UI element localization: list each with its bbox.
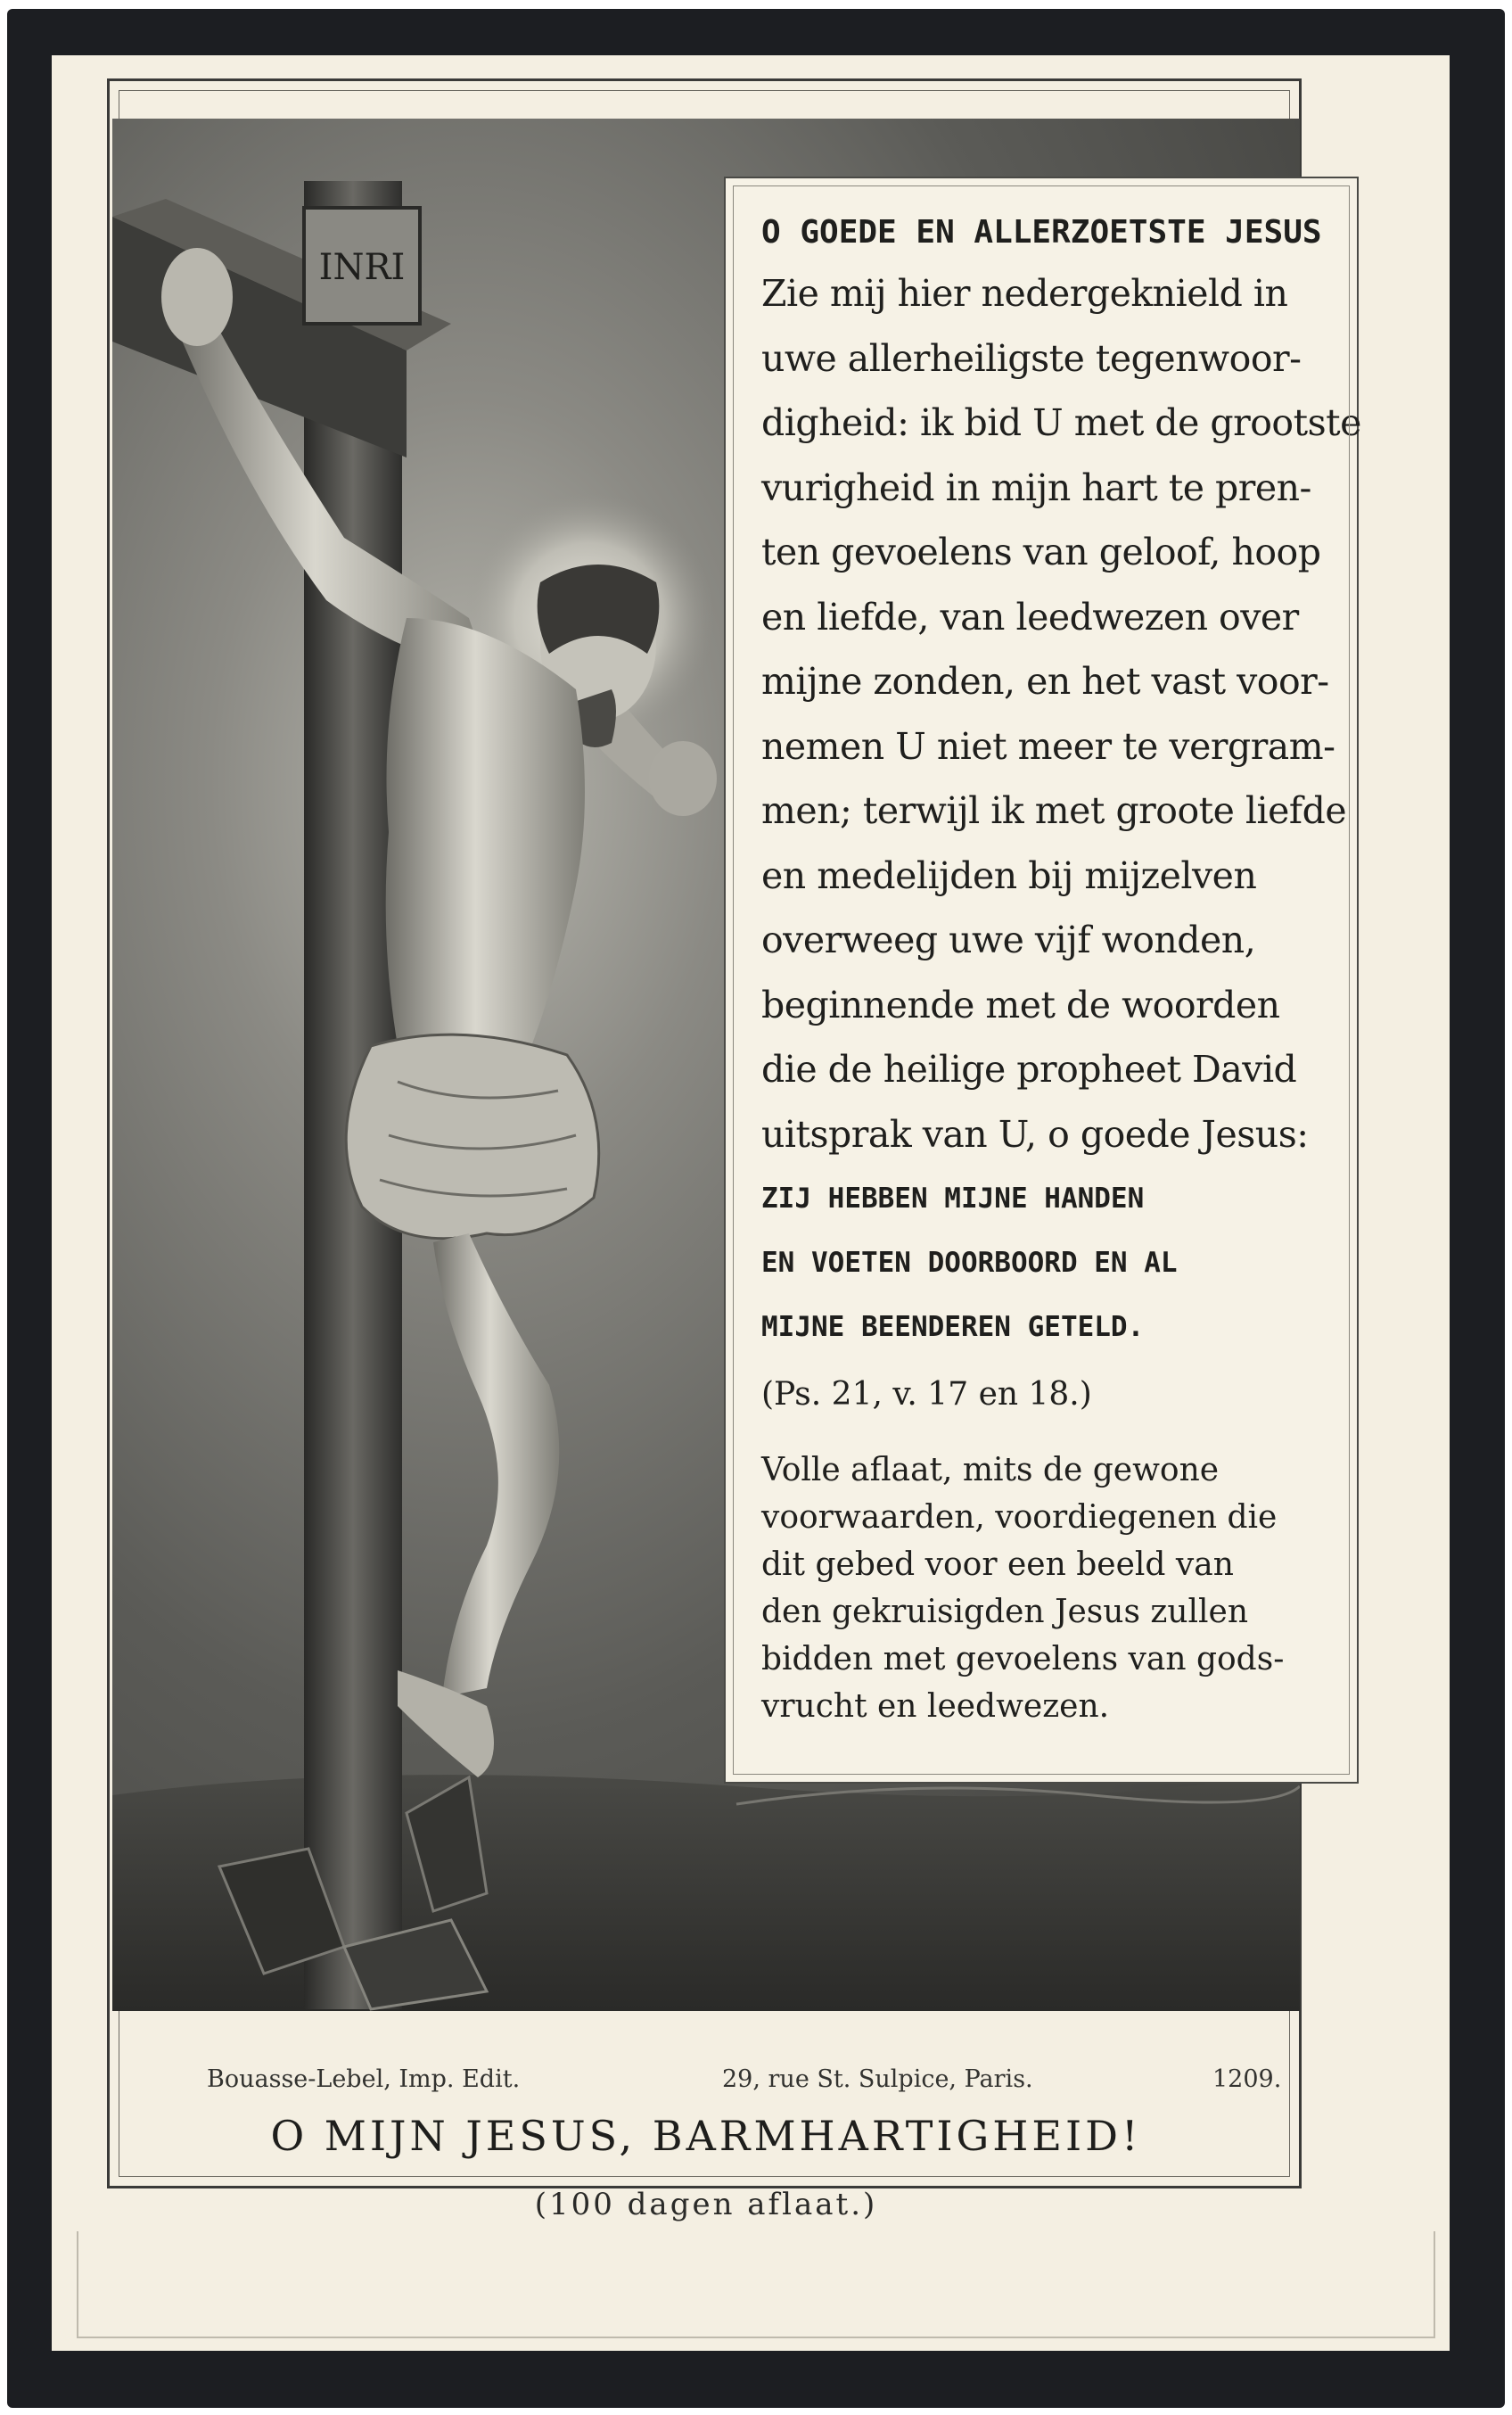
indulgence-days-note: (100 dagen aflaat.)	[534, 2187, 878, 2222]
indulgence-line: dit gebed voor een beeld van	[761, 1546, 1234, 1583]
prayer-line: die de heilige propheet David	[761, 1048, 1297, 1091]
indulgence-line: den gekruisigden Jesus zullen	[761, 1594, 1249, 1630]
scripture-quote-line: ZIJ HEBBEN MIJNE HANDEN	[761, 1183, 1145, 1215]
prayer-line: uwe allerheiligste tegenwoor-	[761, 336, 1302, 380]
prayer-line: mijne zonden, en het vast voor-	[761, 660, 1329, 703]
titulus-inri: INRI	[318, 247, 406, 288]
left-hand	[161, 248, 233, 346]
torso	[386, 618, 585, 1046]
invocation-heading: O MIJN JESUS, BARMHARTIGHEID!	[270, 2112, 1142, 2160]
prayer-panel	[724, 177, 1359, 1784]
right-hand	[649, 741, 717, 816]
imprint-address: 29, rue St. Sulpice, Paris.	[722, 2065, 1033, 2093]
prayer-line: nemen U niet meer te vergram-	[761, 724, 1335, 768]
prayer-line: digheid: ik bid U met de grootste	[761, 401, 1361, 444]
prayer-title: O GOEDE EN ALLERZOETSTE JESUS	[761, 214, 1322, 251]
imprint-number: 1209.	[1212, 2065, 1282, 2093]
indulgence-line: bidden met gevoelens van gods-	[761, 1641, 1285, 1677]
prayer-line: uitsprak van U, o goede Jesus:	[761, 1112, 1309, 1156]
indulgence-line: Volle aflaat, mits de gewone	[761, 1452, 1220, 1488]
imprint-publisher: Bouasse-Lebel, Imp. Edit.	[207, 2065, 521, 2093]
prayer-line: vurigheid in mijn hart te pren-	[761, 466, 1311, 509]
prayer-line: ten gevoelens van geloof, hoop	[761, 531, 1321, 573]
prayer-line: overweeg uwe vijf wonden,	[761, 919, 1256, 961]
prayer-line: en medelijden bij mijzelven	[761, 853, 1257, 897]
prayer-line: beginnende met de woorden	[761, 983, 1280, 1026]
prayer-line: Zie mij hier nedergeknield in	[761, 272, 1288, 315]
prayer-line: en liefde, van leedwezen over	[761, 595, 1299, 639]
psalm-reference: (Ps. 21, v. 17 en 18.)	[761, 1376, 1092, 1413]
scripture-quote-line: EN VOETEN DOORBOORD EN AL	[761, 1247, 1178, 1279]
legs	[433, 1233, 559, 1697]
scripture-quote-line: MIJNE BEENDEREN GETELD.	[761, 1311, 1145, 1343]
indulgence-line: voorwaarden, voordiegenen die	[761, 1499, 1278, 1536]
indulgence-line: vrucht en leedwezen.	[761, 1688, 1110, 1725]
loincloth	[346, 1034, 598, 1239]
prayer-line: men; terwijl ik met groote liefde	[761, 789, 1347, 832]
outer-printed-rule	[77, 2231, 1435, 2338]
